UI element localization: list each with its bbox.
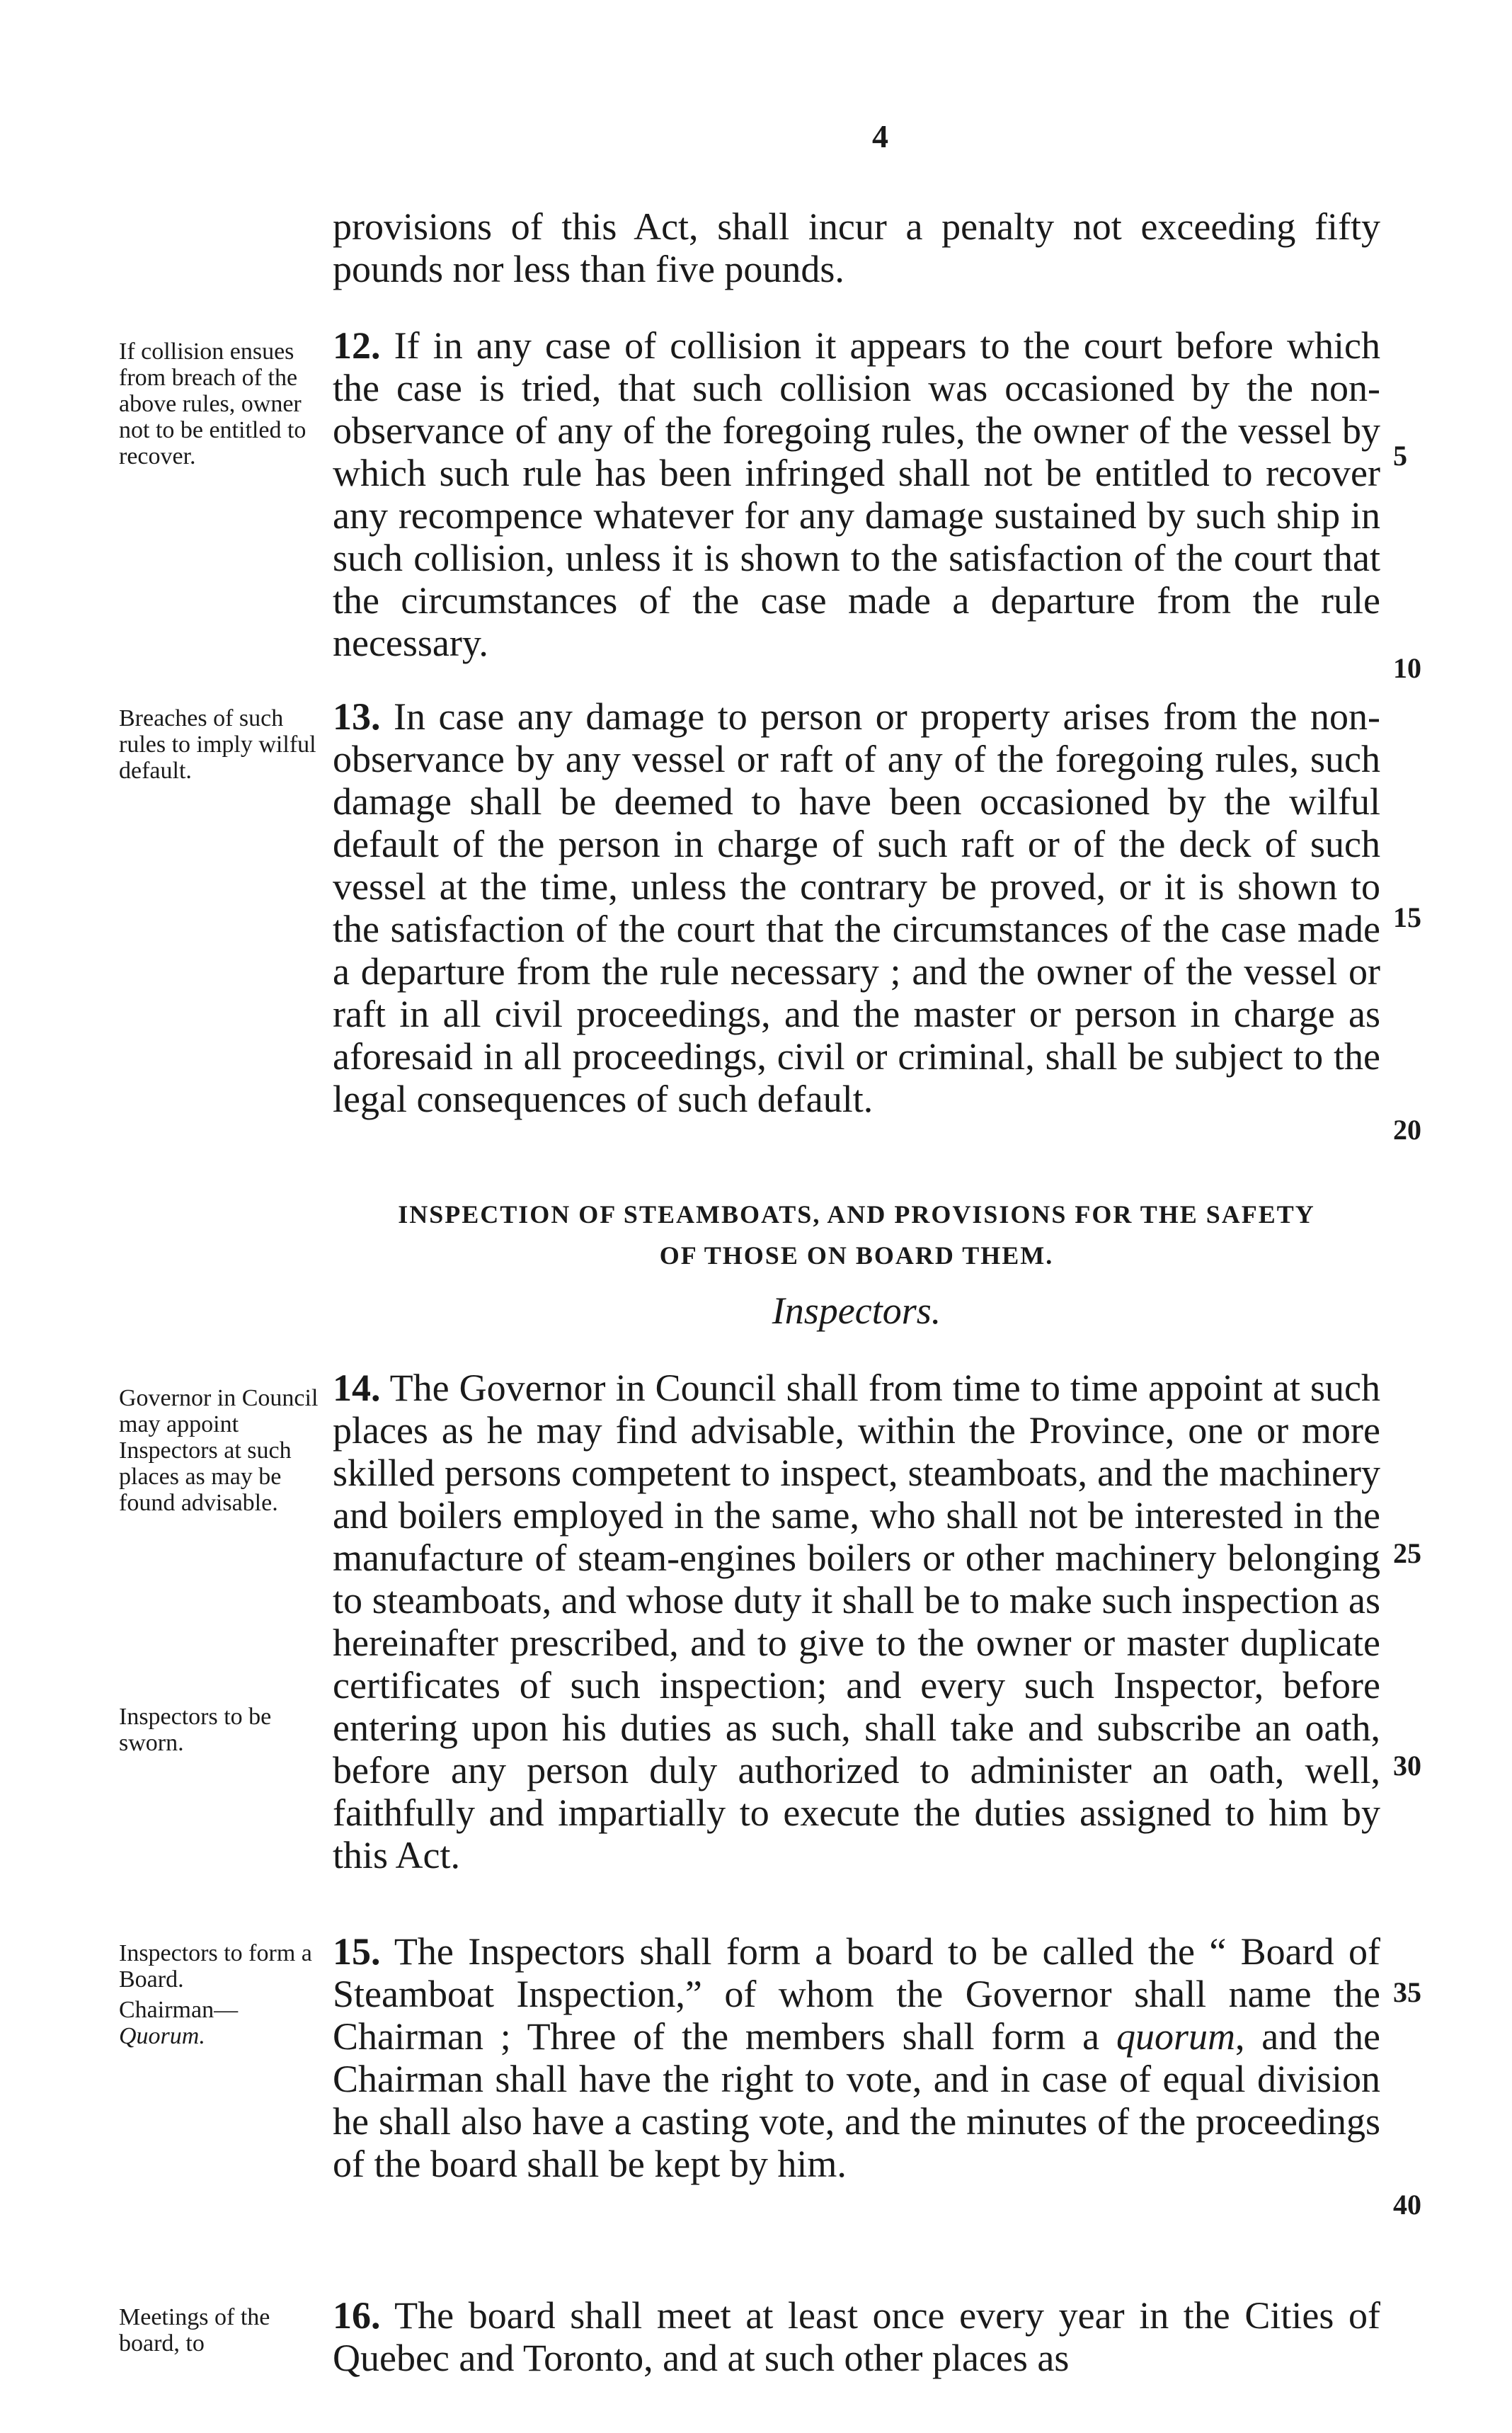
section-16-text: The board shall meet at least once every year in the Cities of Quebec and Toronto, and at such other places as [333,2294,1380,2379]
section-12-text: If in any case of collision it appears to the court before which the case is tried, that such collision was occasioned by the non-observance of any of the foregoing rules, the owner of the vessel by which such rule has been infringed shall not be entitled to recover any recompence whatever for any damage sustained by such ship in such collision, unless it is shown to the satisfaction of the court that the circumstances of the case made a departure from the rule necessary. [333,324,1381,664]
section-15-text-after: , and the Chairman shall have the right to vote, and in case of equal division he shall also have a casting vote, and the minutes of the proceedings of the board shall be kept by him. [333,2015,1380,2185]
margin-note-governor: Governor in Council may appoint Inspectors at such places as may be found advisable. [119,1385,319,1516]
margin-note-meetings: Meetings of the board, to [119,2304,270,2357]
section-13-number: 13. [333,695,381,738]
margin-note-chairman: Chairman— [119,1997,239,2023]
line-number-10: 10 [1393,652,1421,684]
section-15-text-italic: quorum [1116,2015,1235,2058]
line-number-20: 20 [1393,1114,1421,1146]
line-number-40: 40 [1393,2189,1421,2221]
section-14-number: 14. [333,1367,381,1409]
section-heading-line1: INSPECTION OF STEAMBOATS, AND PROVISIONS FOR THE SAFETY [398,1200,1315,1229]
section-15-number: 15. [333,1930,381,1973]
section-16-number: 16. [333,2294,381,2337]
subheading-inspectors: Inspectors. [772,1289,941,1332]
section-14 [333,1367,1380,1876]
section-15-text-before: The Inspectors shall form a board to be called the “ Board of Steamboat Inspection,” of whom the Governor shall name the Chairman ; Three of the members shall form a [333,1930,1380,2058]
page-number: 4 [872,118,888,154]
section-13-text: In case any damage to person or property arises from the non-observance by any vessel or raft of any of the foregoing rules, such damage shall be deemed to have been occasioned by the wilful default of the person in charge of such raft or of the deck of such vessel at the time, unless the contrary be proved, or it is shown to the satisfaction of the court that the circumstances of the case made a departure from the rule necessary ; and the owner of the vessel or raft in all civil proceedings, and the master or person in charge as aforesaid in all proceedings, civil or criminal, shall be subject to the legal consequences of such default. [333,695,1381,1120]
opening-text: provisions of this Act, shall incur a penalty not exceeding fifty pounds nor less than five pounds. [333,205,1380,290]
margin-note-collision: If collision ensues from breach of the above rules, owner not to be entitled to recover. [119,338,307,469]
section-14-text: The Governor in Council shall from time to time appoint at such places as he may find advisable, within the Province, one or more skilled persons competent to inspect, steamboats, and the machinery and boilers employed in the same, who shall not be interested in the manufacture of steam-engines boilers or other machinery belonging to steamboats, and whose duty it shall be to make such inspection as hereinafter prescribed, and to give to the owner or master duplicate certificates of such inspection; and every such Inspector, before entering upon his duties as such, shall take and subscribe an oath, before any person duly authorized to administer an oath, well, faithfully and impartially to execute the duties assigned to him by this Act. [333,1367,1380,1876]
section-12 [333,324,1380,664]
section-heading [333,1194,1380,1276]
section-15 [333,1930,1380,2185]
line-number-30: 30 [1393,1750,1421,1782]
line-number-15: 15 [1393,901,1421,933]
margin-note-breaches: Breaches of such rules to imply wilful default. [119,705,316,784]
section-12-number: 12. [333,324,381,367]
margin-note-sworn: Inspectors to be sworn. [119,1704,272,1756]
line-number-35: 35 [1393,1976,1421,2008]
section-16 [333,2294,1380,2379]
line-number-5: 5 [1393,440,1407,472]
line-number-25: 25 [1393,1537,1421,1569]
section-13 [333,695,1380,1120]
section-heading-line2: OF THOSE ON BOARD THEM. [659,1241,1054,1270]
margin-note-board: Inspectors to form a Board. [119,1940,312,1993]
margin-note-quorum: Quorum. [119,2023,205,2049]
